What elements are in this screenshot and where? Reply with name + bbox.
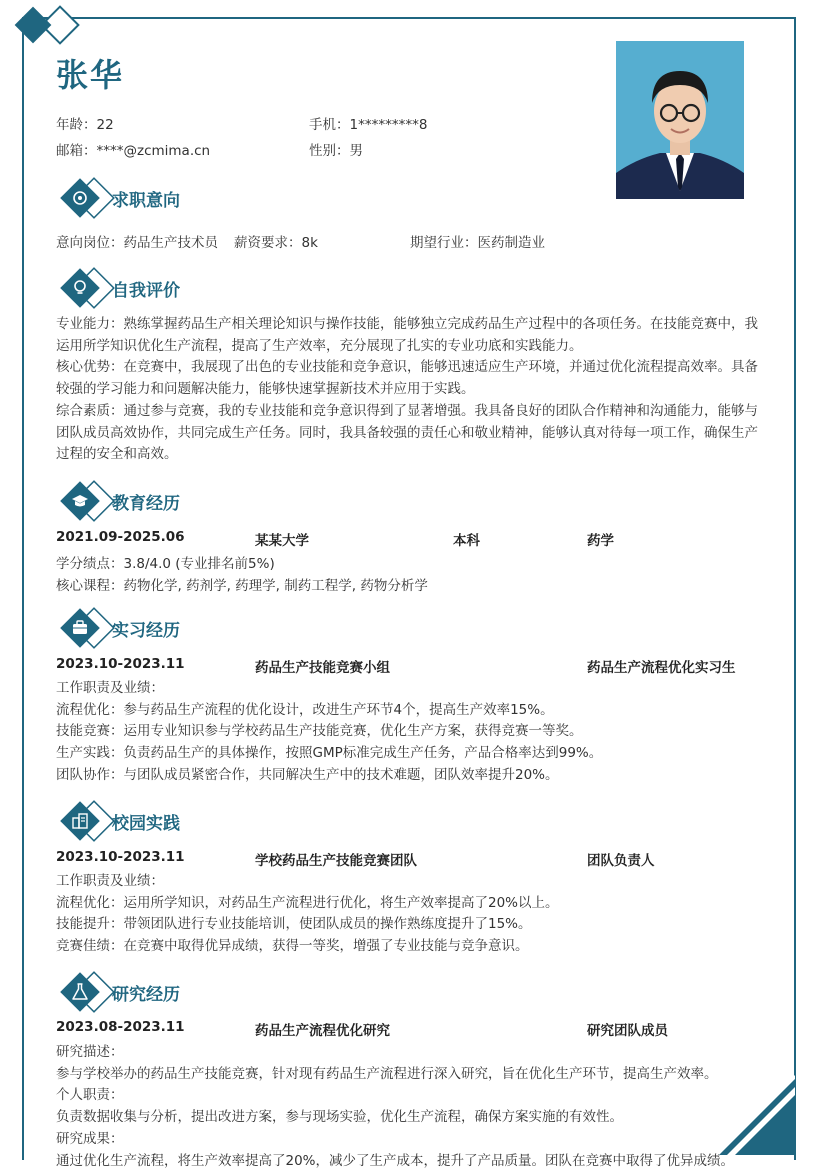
section-title: 教育经历: [112, 493, 180, 514]
self-eval-paragraph-1: 专业能力：熟练掌握药品生产相关理论知识与操作技能，能够独立完成药品生产过程中的各项任务。在技能竞赛中，我运用所学知识优化生产流程，提高了生产效率，充分展现了扎实的专业功底和实践能力。: [56, 316, 758, 354]
candidate-name: 张华: [56, 56, 125, 94]
internship-line: 团队协作：与团队成员紧密合作，共同解决生产中的技术难题，团队效率提升20%。: [56, 766, 559, 783]
internship-line: 技能竞赛：运用专业知识参与学校药品生产技能竞赛，优化生产方案，获得竞赛一等奖。: [56, 723, 583, 740]
self-eval-paragraph-2: 核心优势：在竞赛中，我展现了出色的专业技能和竞争意识，能够迅速适应生产环境，并通过优化流程提高效率。具备较强的学习能力和问题解决能力，能够快速掌握新技术并应用于实践。: [56, 359, 758, 398]
graduation-cap-icon: [58, 481, 108, 521]
section-title: 实习经历: [112, 620, 180, 641]
internship-line: 工作职责及业绩：: [56, 680, 164, 696]
campus-period: 2023.10-2023.11: [56, 849, 185, 865]
internship-line: 生产实践：负责药品生产的具体操作，按照GMP标准完成生产任务，产品合格率达到99%。: [56, 745, 603, 762]
section-header-internship: [58, 608, 180, 648]
internship-details: [56, 678, 768, 787]
campus-line: 流程优化：运用所学知识，对药品生产流程进行优化，将生产效率提高了20%以上。: [56, 894, 559, 911]
industry-value: 医药制造业: [477, 235, 545, 251]
section-title: 校园实践: [112, 813, 180, 834]
section-header-education: [58, 481, 180, 521]
job-salary: [234, 231, 318, 251]
campus-line: 工作职责及业绩：: [56, 873, 164, 889]
self-eval-text: [56, 314, 768, 466]
education-degree: 本科: [453, 533, 480, 549]
job-position: [56, 231, 218, 251]
diamond-logo-icon: [10, 4, 80, 48]
salary-label: 薪资要求：: [234, 235, 302, 251]
campus-line: 竞赛佳绩：在竞赛中取得优异成绩，获得一等奖，增强了专业技能与竞争意识。: [56, 938, 529, 955]
section-header-research: [58, 972, 180, 1012]
section-header-campus: [58, 801, 180, 841]
frame-top-border: [22, 17, 796, 19]
industry-label: 期望行业：: [410, 235, 478, 251]
email-info: [56, 139, 210, 159]
position-label: 意向岗位：: [56, 235, 124, 251]
internship-period: 2023.10-2023.11: [56, 656, 185, 672]
research-details: [56, 1042, 768, 1169]
research-line: 负责数据收集与分析，提出改进方案，参与现场实验，优化生产流程，确保方案实施的有效性。: [56, 1109, 623, 1126]
target-icon: [58, 178, 108, 218]
flask-icon: [58, 972, 108, 1012]
salary-value: 8k: [301, 235, 318, 251]
phone-label: 手机：: [309, 117, 350, 133]
section-title: 研究经历: [112, 984, 180, 1005]
campus-details: [56, 871, 768, 958]
phone-info: [309, 113, 427, 133]
avatar-portrait-icon: [616, 41, 744, 199]
age-value: 22: [96, 117, 114, 133]
gender-value: 男: [349, 143, 363, 159]
campus-org: 学校药品生产技能竞赛团队: [255, 853, 417, 869]
building-icon: [58, 801, 108, 841]
self-eval-paragraph-3: 综合素质：通过参与竞赛，我的专业技能和竞争意识得到了显著增强。我具备良好的团队合作精神和沟通能力，能够与团队成员高效协作，共同完成生产任务。同时，我具备较强的责任心和敬业精神，能够认真对待每一项工作，确保生产过程的安全和高效。: [56, 402, 758, 463]
campus-role: 团队负责人: [587, 853, 655, 869]
research-line: 研究成果：: [56, 1130, 124, 1147]
age-info: [56, 113, 114, 133]
research-org: 药品生产流程优化研究: [255, 1023, 390, 1039]
phone-value: 1*********8: [349, 117, 428, 133]
education-school: 某某大学: [255, 533, 309, 549]
briefcase-icon: [58, 608, 108, 648]
research-role: 研究团队成员: [587, 1023, 668, 1039]
campus-line: 技能提升：带领团队进行专业技能培训，使团队成员的操作熟练度提升了15%。: [56, 916, 532, 933]
research-line: 通过优化生产流程，将生产效率提高了20%，减少了生产成本，提升了产品质量。团队在竞赛中取得了优异成绩。: [56, 1152, 735, 1169]
age-label: 年龄：: [56, 117, 97, 133]
email-value: ****@zcmima.cn: [96, 143, 211, 159]
section-header-self-eval: [58, 268, 180, 308]
section-header-job-intent: [58, 178, 180, 218]
internship-role: 药品生产流程优化实习生: [587, 660, 736, 676]
research-line: 参与学校举办的药品生产技能竞赛，针对现有药品生产流程进行深入研究，旨在优化生产环节，提高生产效率。: [56, 1065, 718, 1082]
lightbulb-icon: [58, 268, 108, 308]
internship-org: 药品生产技能竞赛小组: [255, 660, 390, 676]
education-major: 药学: [587, 533, 614, 549]
gender-info: [309, 139, 363, 159]
frame-right-border: [794, 17, 796, 1160]
education-period: 2021.09-2025.06: [56, 529, 185, 545]
profile-photo: [616, 41, 744, 199]
research-line: 研究描述：: [56, 1044, 124, 1060]
section-title: 自我评价: [112, 280, 180, 301]
research-period: 2023.08-2023.11: [56, 1019, 185, 1035]
frame-left-border: [22, 17, 24, 1160]
section-title: 求职意向: [112, 190, 180, 211]
education-gpa: 学分绩点：3.8/4.0 (专业排名前5%): [56, 556, 275, 572]
email-label: 邮箱：: [56, 143, 97, 159]
internship-line: 流程优化：参与药品生产流程的优化设计，改进生产环节4个，提高生产效率15%。: [56, 701, 554, 718]
job-industry: [410, 231, 545, 251]
research-line: 个人职责：: [56, 1087, 124, 1104]
position-value: 药品生产技术员: [123, 235, 218, 251]
education-courses: 核心课程：药物化学, 药剂学, 药理学, 制药工程学, 药物分析学: [56, 578, 428, 594]
gender-label: 性别：: [309, 143, 350, 159]
